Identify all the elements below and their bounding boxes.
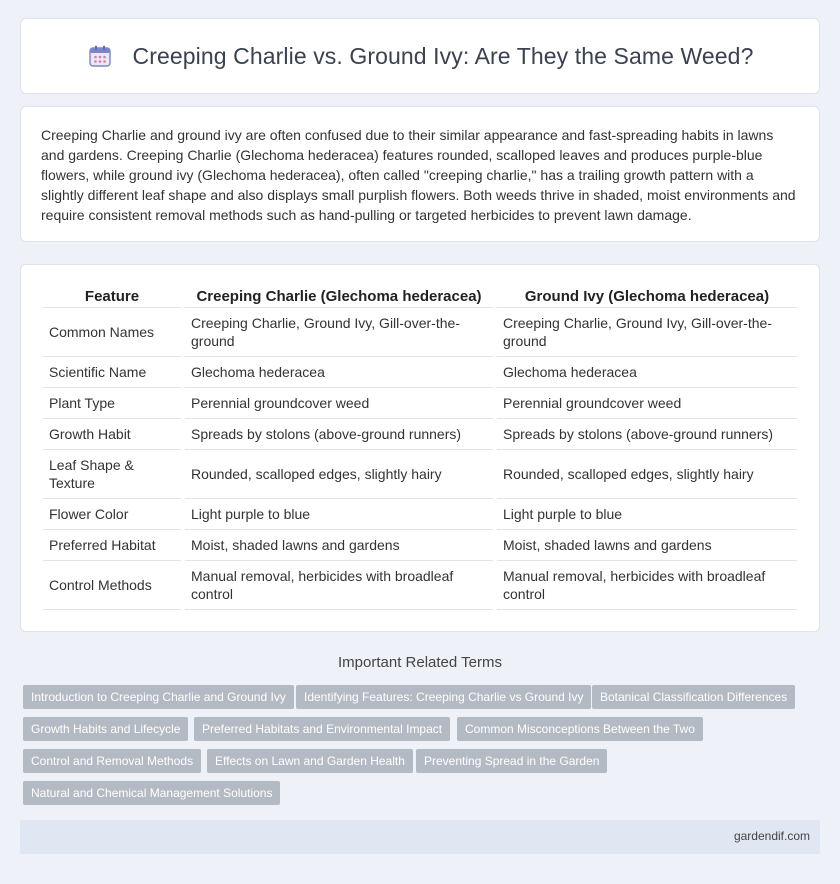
table-cell: Common Names (43, 308, 181, 357)
table-cell: Growth Habit (43, 419, 181, 450)
table-cell: Creeping Charlie, Ground Ivy, Gill-over-the-ground (185, 308, 493, 357)
related-term-tag[interactable]: Natural and Chemical Management Solutions (23, 781, 280, 805)
table-cell: Rounded, scalloped edges, slightly hairy (497, 450, 797, 499)
table-cell: Rounded, scalloped edges, slightly hairy (185, 450, 493, 499)
table-cell: Moist, shaded lawns and gardens (185, 530, 493, 561)
related-term-tag[interactable]: Control and Removal Methods (23, 749, 201, 773)
table-row (43, 308, 797, 357)
related-term-tag[interactable]: Botanical Classification Differences (592, 685, 795, 709)
table-header-cell: Creeping Charlie (Glechoma hederacea) (185, 285, 493, 308)
table-row (43, 530, 797, 561)
related-term-tag[interactable]: Preferred Habitats and Environmental Impact (194, 717, 450, 741)
footer (20, 820, 820, 854)
table-cell: Control Methods (43, 561, 181, 610)
header-card (20, 18, 820, 94)
table-cell: Glechoma hederacea (185, 357, 493, 388)
table-cell: Scientific Name (43, 357, 181, 388)
table-header-row (43, 285, 797, 308)
table-row (43, 499, 797, 530)
comparison-table (39, 285, 801, 610)
table-cell: Manual removal, herbicides with broadleaf control (497, 561, 797, 610)
title-wrap (87, 43, 754, 70)
related-term-tag[interactable]: Introduction to Creeping Charlie and Ground Ivy (23, 685, 294, 709)
table-row (43, 419, 797, 450)
table-cell: Spreads by stolons (above-ground runners) (185, 419, 493, 450)
table-cell: Glechoma hederacea (497, 357, 797, 388)
table-cell: Flower Color (43, 499, 181, 530)
intro-paragraph: Creeping Charlie and ground ivy are often confused due to their similar appearance and fast-spreading habits in lawns and gardens. Creeping Charlie (Glechoma hederacea) features rounded, scalloped leaves and produces purple-blue flowers, while ground ivy (Glechoma hederacea), often called "creeping charlie," has a trailing growth pattern with a slightly different leaf shape and also displays small purplish flowers. Both weeds thrive in shaded, moist environments and require consistent removal methods such as hand-pulling or targeted herbicides to prevent lawn damage. (41, 127, 796, 223)
table-cell: Perennial groundcover weed (185, 388, 493, 419)
table-cell: Moist, shaded lawns and gardens (497, 530, 797, 561)
comparison-table-card (20, 264, 820, 632)
table-header-cell: Feature (43, 285, 181, 308)
table-row (43, 561, 797, 610)
related-term-tag[interactable]: Preventing Spread in the Garden (416, 749, 607, 773)
table-cell: Plant Type (43, 388, 181, 419)
table-cell: Creeping Charlie, Ground Ivy, Gill-over-the-ground (497, 308, 797, 357)
calendar-icon (87, 43, 113, 69)
related-terms-title: Important Related Terms (338, 654, 502, 671)
related-term-tag[interactable]: Common Misconceptions Between the Two (457, 717, 703, 741)
table-cell: Preferred Habitat (43, 530, 181, 561)
table-row (43, 357, 797, 388)
related-term-tag[interactable]: Identifying Features: Creeping Charlie vs Ground Ivy (296, 685, 591, 709)
table-cell: Manual removal, herbicides with broadleaf control (185, 561, 493, 610)
related-term-tag[interactable]: Effects on Lawn and Garden Health (207, 749, 413, 773)
intro-card (20, 106, 820, 242)
table-row (43, 450, 797, 499)
table-header-cell: Ground Ivy (Glechoma hederacea) (497, 285, 797, 308)
table-cell: Perennial groundcover weed (497, 388, 797, 419)
table-row (43, 388, 797, 419)
table-cell: Spreads by stolons (above-ground runners) (497, 419, 797, 450)
related-term-tag[interactable]: Growth Habits and Lifecycle (23, 717, 188, 741)
table-cell: Light purple to blue (185, 499, 493, 530)
table-cell: Light purple to blue (497, 499, 797, 530)
page-title: Creeping Charlie vs. Ground Ivy: Are They the Same Weed? (132, 42, 754, 69)
footer-site-link[interactable]: gardendif.com (733, 829, 810, 843)
table-cell: Leaf Shape & Texture (43, 450, 181, 499)
